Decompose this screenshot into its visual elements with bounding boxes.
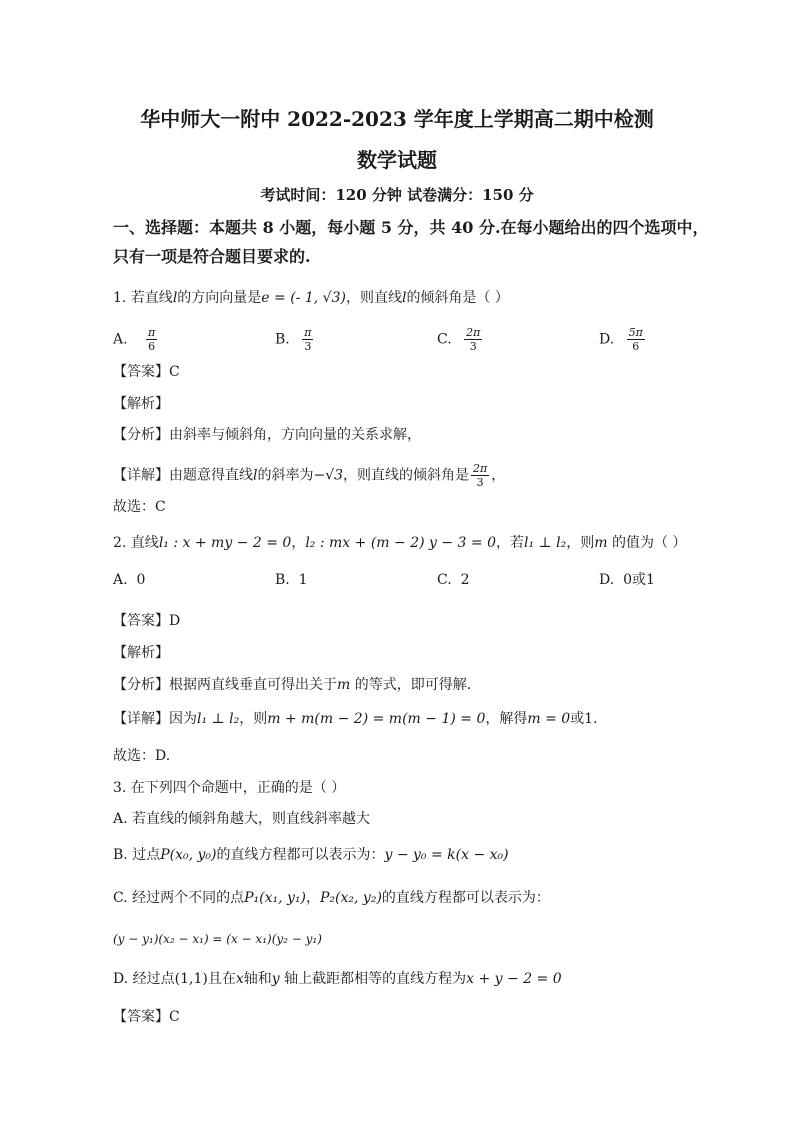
q1-option-c: C. $\frac{2\pi}{3}$ — [437, 326, 481, 353]
q2-option-a: A. 0 — [113, 572, 146, 588]
q2-jiexi: 【解析】 — [113, 645, 169, 661]
point-slope-equation: y − y₀ = k(x − x₀) — [384, 847, 509, 863]
q2-analysis: 【分析】根据两直线垂直可得出关于m 的等式，即可得解. — [113, 677, 472, 693]
q1-option-a: A. $\frac{\pi}{6}$ — [113, 326, 156, 353]
equation-l2: l₂ : mx + (m − 2) y − 3 = 0 — [305, 535, 496, 551]
section-heading-line2: 只有一项是符合题目要求的. — [113, 247, 311, 266]
fraction: $\frac{\pi}{3}$ — [304, 326, 312, 353]
q3-option-c-equation: (y − y₁)(x₂ − x₁) = (x − x₁)(y₂ − y₁) — [113, 932, 322, 946]
q2-option-d: D. 0或1 — [599, 572, 655, 588]
q1-answer: 【答案】C — [113, 364, 180, 380]
q1-analysis: 【分析】由斜率与倾斜角，方向向量的关系求解， — [113, 427, 421, 443]
q3-stem: 3. 在下列四个命题中，正确的是（ ） — [113, 780, 346, 796]
q1-option-b: B. $\frac{\pi}{3}$ — [275, 326, 312, 353]
q3-option-b: B. 过点P(x₀, y₀)的直线方程都可以表示为：y − y₀ = k(x − x₀) — [113, 847, 509, 863]
fraction: $\frac{\pi}{6}$ — [148, 326, 156, 353]
q2-detail: 【详解】因为l₁ ⊥ l₂，则m + m(m − 2) = m(m − 1) = 0，解得m = 0或1. — [113, 711, 598, 727]
equation: m + m(m − 2) = m(m − 1) = 0 — [267, 711, 486, 727]
q2-answer: 【答案】D — [113, 613, 181, 629]
q3-option-a: A. 若直线的倾斜角越大，则直线斜率越大 — [113, 811, 371, 827]
fraction: $\frac{2\pi}{3}$ — [473, 462, 488, 489]
exam-title: 华中师大一附中 2022-2023 学年度上学期高二期中检测 — [140, 107, 654, 131]
q1-jiexi: 【解析】 — [113, 396, 169, 412]
q2-option-c: C. 2 — [437, 572, 470, 588]
q1-option-d: D. $\frac{5\pi}{6}$ — [599, 326, 643, 353]
equation-l1: l₁ : x + my − 2 = 0 — [158, 535, 292, 551]
exam-subject: 数学试题 — [357, 148, 437, 172]
var-l: l — [401, 290, 407, 306]
slope-value: −√3 — [313, 467, 344, 484]
q3-option-c: C. 经过两个不同的点P₁(x₁, y₁)，P₂(x₂, y₂)的直线方程都可以表示为： — [113, 890, 550, 906]
q3-option-d: D. 经过点(1,1)且在x轴和y 轴上截距都相等的直线方程为x + y − 2 = 0 — [113, 971, 562, 987]
exam-info: 考试时间：120 分钟 试卷满分：150 分 — [260, 186, 534, 204]
q2-choose: 故选：D. — [113, 748, 171, 764]
q1-choose: 故选：C — [113, 499, 166, 515]
line-equation: x + y − 2 = 0 — [466, 971, 562, 987]
q2-option-b: B. 1 — [275, 572, 308, 588]
q2-stem: 2. 直线l₁ : x + my − 2 = 0，l₂ : mx + (m − 2) y − 3 = 0，若l₁ ⊥ l₂，则m 的值为（ ） — [113, 535, 687, 551]
q3-answer: 【答案】C — [113, 1009, 180, 1025]
fraction: $\frac{5\pi}{6}$ — [628, 326, 643, 353]
var-l: l — [172, 290, 178, 306]
q1-stem: 1. 若直线l的方向向量是e = (- 1, √3)，则直线l的倾斜角是（ ） — [113, 290, 509, 306]
section-heading-line1: 一、选择题：本题共 8 小题，每小题 5 分，共 40 分.在每小题给出的四个选项中， — [113, 218, 709, 237]
fraction: $\frac{2\pi}{3}$ — [466, 326, 481, 353]
perpendicular-condition: l₁ ⊥ l₂ — [524, 535, 567, 551]
direction-vector: e = (- 1, √3) — [261, 290, 346, 306]
q1-detail: 【详解】由题意得直线l的斜率为−√3，则直线的倾斜角是 $\frac{2\pi}{3}$ ， — [113, 462, 506, 489]
